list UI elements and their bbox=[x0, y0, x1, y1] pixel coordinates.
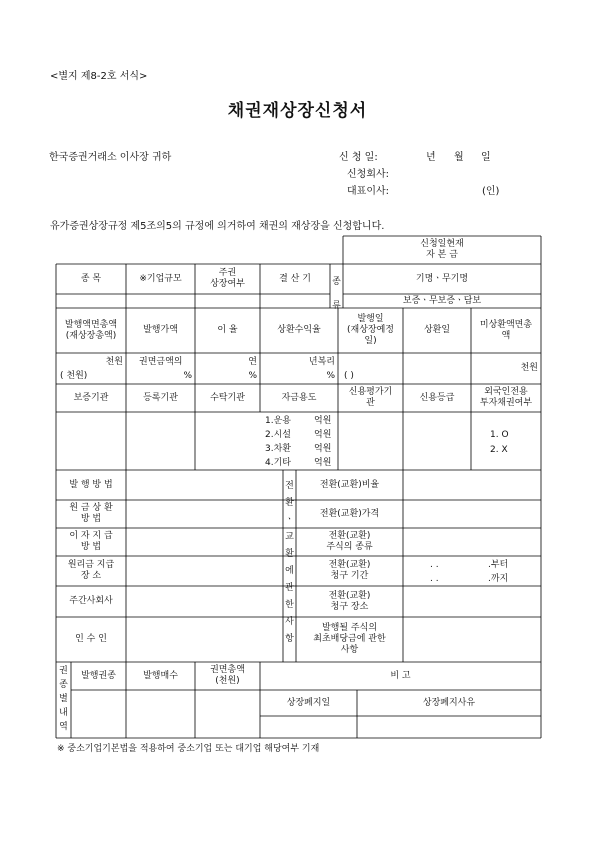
company-size-header: ※기업규모 bbox=[139, 273, 182, 284]
apply-date-month: 월 bbox=[454, 152, 464, 163]
issue-date-paren: ( ) bbox=[344, 371, 354, 381]
apply-date-day: 일 bbox=[481, 152, 491, 163]
capital-header-line1: 신청일현재 bbox=[420, 239, 464, 249]
issue-date-header bbox=[338, 308, 403, 353]
delist-date-header: 상장폐지일 bbox=[286, 697, 331, 708]
face-total-header bbox=[195, 662, 260, 690]
unredeemed-line2: 액 bbox=[501, 330, 511, 341]
principal-line1: 원 금 상 환 bbox=[69, 503, 113, 513]
count-header: 발행매수 bbox=[143, 670, 178, 681]
period-to: .까지 bbox=[488, 574, 509, 584]
credit-agency-line2: 관 bbox=[366, 398, 375, 408]
denomination-detail-vertical: 권종별내역 bbox=[59, 666, 68, 732]
conversion-period-label bbox=[296, 556, 403, 586]
denom-header: 발행권종 bbox=[81, 670, 116, 681]
payment-place-line2: 장 소 bbox=[80, 571, 102, 581]
item-header: 종 목 bbox=[80, 273, 102, 284]
apply-date-year: 년 bbox=[426, 152, 436, 163]
stock-type-line2: 주식의 종류 bbox=[326, 542, 373, 552]
stock-listed-line1: 주권 bbox=[218, 268, 237, 278]
dividend-line1: 발행될 주식의 bbox=[321, 623, 378, 633]
apply-date-label: 신 청 일: bbox=[339, 152, 378, 163]
place-line2: 청구 장소 bbox=[330, 601, 369, 612]
stock-listed-header bbox=[195, 264, 260, 294]
conversion-stock-type-label bbox=[296, 528, 403, 556]
foreign-option-1: 1. O bbox=[490, 430, 509, 440]
representative-label: 대표이사: bbox=[347, 186, 390, 197]
period-line1: 전환(교환) bbox=[328, 560, 371, 570]
dividend-label bbox=[296, 617, 403, 662]
capital-header-line2: 자 본 금 bbox=[426, 250, 458, 260]
period-from-dots: . . bbox=[430, 560, 439, 570]
compound-percent: % bbox=[326, 371, 335, 381]
rate-header: 이 율 bbox=[217, 325, 238, 335]
interest-method-label bbox=[56, 528, 126, 556]
guarantor-header: 보증기관 bbox=[73, 392, 109, 403]
fund-use-3: 3.차환 bbox=[265, 444, 291, 454]
fund-use-4: 4.기타 bbox=[265, 458, 291, 468]
foreign-line2: 투자채권여부 bbox=[479, 398, 533, 408]
fund-use-1: 1.운용 bbox=[265, 416, 291, 426]
fund-use-2: 2.시설 bbox=[265, 430, 291, 440]
redeem-date-header: 상환일 bbox=[423, 325, 451, 335]
type-registered: 기명ㆍ무기명 bbox=[415, 273, 469, 284]
interest-line1: 이 자 지 급 bbox=[69, 531, 113, 541]
principal-method-label bbox=[56, 500, 126, 528]
acquirer-label: 인 수 인 bbox=[75, 634, 107, 644]
trustee-header: 수탁기관 bbox=[210, 392, 245, 403]
period-line2: 청구 기간 bbox=[330, 571, 369, 581]
fund-use-header: 자금용도 bbox=[281, 392, 317, 403]
dividend-line2: 최초배당금에 관한 bbox=[313, 634, 386, 644]
yield-header: 상환수익율 bbox=[277, 325, 321, 335]
payment-place-label bbox=[56, 556, 126, 586]
foreign-line1: 외국인전용 bbox=[484, 387, 528, 397]
conversion-price-label: 전환(교환)가격 bbox=[319, 508, 380, 519]
page-title: 채권재상장신청서 bbox=[227, 101, 368, 121]
issue-amount-header bbox=[56, 308, 126, 353]
fund-use-unit-3: 억원 bbox=[314, 444, 332, 454]
form-reference: <별지 제8-2호 서식> bbox=[50, 71, 148, 82]
compound-label: 년복리 bbox=[308, 357, 335, 367]
stock-listed-line2: 상장여부 bbox=[210, 279, 245, 289]
addressee: 한국증권거래소 이사장 귀하 bbox=[49, 152, 172, 163]
representative-seal: (인) bbox=[482, 186, 500, 197]
capital-header bbox=[343, 236, 541, 264]
denomination-percent: % bbox=[183, 371, 192, 381]
face-total-line1: 권면총액 bbox=[210, 665, 245, 675]
type-vertical-label: 종류 bbox=[332, 277, 341, 311]
applicant-company-label: 신청회사: bbox=[347, 169, 390, 180]
unredeemed-unit: 천원 bbox=[520, 363, 538, 373]
registrar-header: 등록기관 bbox=[143, 392, 178, 403]
issue-date-line3: 일) bbox=[364, 336, 377, 346]
remarks-header: 비 고 bbox=[390, 670, 411, 681]
foreign-option-2: 2. X bbox=[490, 445, 508, 455]
credit-agency-line1: 신용평가기 bbox=[348, 387, 393, 397]
stock-type-line1: 전환(교환) bbox=[328, 531, 371, 541]
face-total-line2: (천원) bbox=[215, 676, 240, 686]
period-from: .부터 bbox=[488, 560, 509, 570]
annual-label: 연 bbox=[248, 357, 257, 367]
conversion-ratio-label: 전환(교환)비율 bbox=[319, 479, 380, 490]
issue-amount-sub: ( 천원) bbox=[60, 371, 88, 381]
settlement-header: 결 산 기 bbox=[279, 273, 311, 284]
denomination-ratio: 권면금액의 bbox=[139, 357, 183, 367]
place-line1: 전환(교환) bbox=[328, 590, 371, 601]
issue-date-line1: 발행일 bbox=[357, 314, 384, 324]
issue-date-line2: (재상장예정 bbox=[347, 325, 394, 335]
fund-use-unit-2: 억원 bbox=[314, 430, 332, 440]
fund-use-unit-1: 억원 bbox=[314, 416, 332, 426]
issue-amount-line1: 발행액면총액 bbox=[64, 319, 118, 330]
credit-rating-header: 신용등급 bbox=[419, 392, 455, 403]
interest-line2: 방 법 bbox=[80, 542, 102, 552]
underwriter-label: 주간사회사 bbox=[69, 596, 113, 606]
issue-amount-line2: (재상장총액) bbox=[65, 330, 117, 341]
foreign-header bbox=[471, 384, 541, 412]
conversion-place-label bbox=[296, 586, 403, 617]
credit-agency-header bbox=[338, 384, 403, 412]
intro-statement: 유가증권상장규정 제5조의5의 규정에 의거하여 채권의 재상장을 신청합니다. bbox=[50, 221, 385, 232]
payment-place-line1: 원리금 지급 bbox=[67, 560, 115, 570]
issue-price-header: 발행가액 bbox=[143, 325, 178, 335]
period-to-dots: . . bbox=[430, 574, 439, 584]
issue-amount-unit: 천원 bbox=[105, 357, 123, 367]
annual-percent: % bbox=[248, 371, 257, 381]
unredeemed-header bbox=[471, 308, 541, 353]
dividend-line3: 사항 bbox=[340, 645, 359, 655]
issue-method-label: 발 행 방 법 bbox=[69, 479, 113, 490]
conversion-vertical-label: 전환ㆍ교환에관한사항 bbox=[285, 481, 294, 644]
type-guarantee: 보증ㆍ무보증ㆍ담보 bbox=[402, 295, 482, 306]
footnote: ※ 중소기업기본법을 적용하여 중소기업 또는 대기업 해당여부 기재 bbox=[57, 744, 320, 754]
fund-use-unit-4: 억원 bbox=[314, 458, 332, 468]
unredeemed-line1: 미상환액면총 bbox=[479, 319, 533, 330]
principal-line2: 방 법 bbox=[80, 514, 102, 524]
delist-reason-header: 상장폐지사유 bbox=[422, 697, 476, 708]
